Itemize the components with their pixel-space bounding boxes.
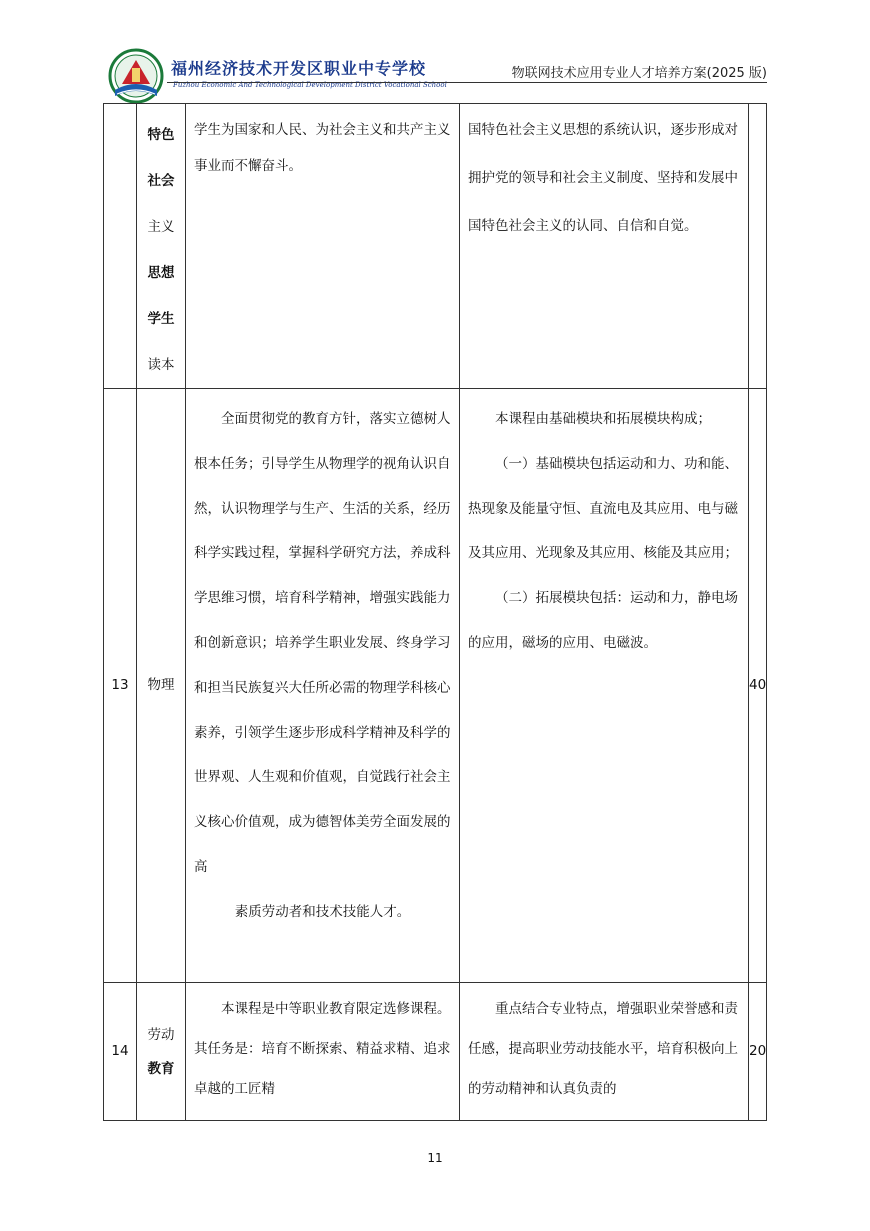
course-hours-cell: 40 [749,389,767,983]
table-row [104,104,767,389]
course-name-line: 主义 [147,219,175,235]
course-number-cell: 14 [104,983,137,1121]
course-name-cell: 物理 [137,389,186,983]
course-goal-text: 学生为国家和人民、为社会主义和共产主义事业而不懈奋斗。 [194,122,451,174]
school-name-english: Fuzhou Economic And Technological Development District Vocational School [173,81,447,89]
course-content-cell [460,983,749,1121]
course-content-paragraph: 本课程由基础模块和拓展模块构成； [495,411,711,427]
page-number: 11 [427,1151,443,1165]
course-goal-text-last: 素质劳动者和技术技能人才。 [234,903,411,920]
course-name-cell [137,104,186,389]
page-header [105,48,767,108]
course-number-cell [104,104,137,389]
course-content-paragraph: （一）基础模块包括运动和力、功和能、热现象及能量守恒、直流电及其应用、电与磁及其应用、光现象及其应用、核能及其应用； [468,455,738,562]
course-content-paragraph: （二）拓展模块包括：运动和力，静电场的应用，磁场的应用、电磁波。 [468,590,738,651]
course-name-line: 思想 [147,265,175,281]
course-hours-cell [749,104,767,389]
document-title: 物联网技术应用专业人才培养方案(2025 版) [511,66,767,81]
course-number-cell: 13 [104,389,137,983]
course-name-line: 劳动 [147,1026,175,1043]
course-name-cell [137,983,186,1121]
course-name-line: 特色 [147,127,175,143]
course-name-line: 社会 [147,173,175,189]
table-row [104,389,767,983]
course-goal-cell [186,389,460,983]
header-divider [167,82,767,83]
school-name: 福州经济技术开发区职业中专学校 [171,59,427,78]
course-goal-text: 全面贯彻党的教育方针，落实立德树人根本任务；引导学生从物理学的视角认识自然，认识物理学与生产、生活的关系，经历科学实践过程，掌握科学研究方法，养成科学思维习惯，培育科学精神，增强实践能力和创新意识；培养学生职业发展、终身学习和担当民族复兴大任所必需的物理学科核心素养，引领学生逐步形成科学精神及科学的世界观、人生观和价值观，自觉践行社会主义核心价值观，成为德智体美劳全面发展的高 [194,411,451,875]
course-content-text: 国特色社会主义思想的系统认识，逐步形成对拥护党的领导和社会主义制度、坚持和发展中国特色社会主义的认同、自信和自觉。 [468,122,738,234]
course-table [103,103,767,1121]
course-goal-cell [186,104,460,389]
course-goal-text: 本课程是中等职业教育限定选修课程。其任务是：培育不断探索、精益求精、追求卓越的工匠精 [194,1001,451,1097]
course-content-cell [460,104,749,389]
course-hours-cell: 20 [749,983,767,1121]
course-content-cell [460,389,749,983]
course-name-line: 学生 [147,311,175,327]
course-content-text: 重点结合专业特点，增强职业荣誉感和责任感，提高职业劳动技能水平，培育积极向上的劳动精神和认真负责的 [468,1001,738,1097]
course-goal-cell [186,983,460,1121]
school-seal-icon [105,48,167,104]
table-row [104,983,767,1121]
course-name-line: 读本 [147,357,175,373]
course-name-line: 教育 [147,1060,175,1077]
